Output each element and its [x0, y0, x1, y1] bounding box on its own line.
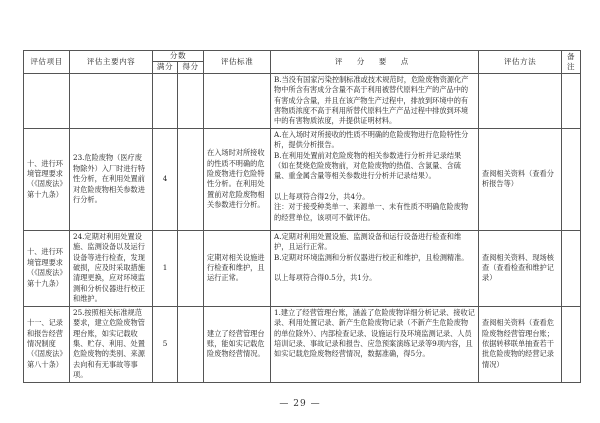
point-spacer: [274, 182, 475, 192]
cell-full-score: 4: [153, 128, 178, 230]
cell-points: [271, 306, 479, 382]
header-obtained-score: 得分: [178, 62, 204, 73]
header-item: 评估项目: [24, 51, 70, 74]
cell-item: [24, 73, 70, 128]
cell-item: 十一、记录和报告经营情况制度（《固废法》第八十条）: [24, 306, 70, 382]
cell-content: 24.定期对利用处置设施、监测设备以及运行设备等进行检查，发现破损，应及时采取措施清理更换，应对环境监测和分析仪器进行校正和维护。: [70, 230, 153, 306]
header-score-group: 分数: [153, 51, 204, 62]
table-row: [24, 306, 581, 382]
header-remark: 备注: [562, 51, 581, 74]
point-b: B.定期对环境监测和分析仪器进行校正和维护，且检测精准。: [274, 252, 469, 262]
point-a: A.定期对利用处置设施、监测设备和运行设备进行检查和维护，且运行正常。: [274, 231, 462, 252]
header-row: [24, 51, 581, 62]
header-method: 评估方法: [479, 51, 562, 74]
table-row: [24, 128, 581, 230]
cell-full-score: 5: [153, 306, 178, 382]
cell-method: 查阅相关资料、现场核查（查看检查和维护记录）: [479, 230, 562, 306]
assessment-table: [23, 50, 581, 383]
page-number: — 29 —: [279, 399, 321, 409]
cell-content: 25.按照相关标准规范要求，建立危险废物管理台账，如实记载收集、贮存、利用、处置危险废物的类别、来源去向和有无事故等事项。: [70, 306, 153, 382]
point-a: A.在入场时对所接收的性质不明确的危险废物进行危险特性分析，提供分析报告。: [274, 129, 469, 150]
cell-item: 十、进行环境管理要求（《固废法》第十九条）: [24, 230, 70, 306]
point-text: 1.建立了经营管理台账，涵盖了危险废物详细分析记录、接收记录、利用处置记录、新产生危险废物记录（不新产生危险废物的单位除外）、内部检查记录、设施运行及环境监测记录、人员培训记录、事故记录和报告、应急预案演练记录等9项内容，且如实记载危险废物经营情况，数据准确，得5分。: [274, 307, 475, 359]
cell-content: 23.危险废物（医疗废物除外）入厂时进行特性分析，在利用处置前对危险废物相关参数进行分析。: [70, 128, 153, 230]
point-note: 注：对于接受种类单一、来源单一、未有性质不明确危险废物的经营单位，该项可不做评估。: [274, 202, 469, 222]
header-points: 评 分 要 点: [271, 51, 479, 74]
cell-remark: [562, 230, 581, 306]
cell-standard: 定期对相关设施进行检查和维护，且运行正常。: [204, 230, 271, 306]
cell-full-score: [153, 73, 178, 128]
cell-content: [70, 73, 153, 128]
point-b: B.在利用处置前对危险废物的相关参数进行分析并记录结果（如在焚烧危险废物前，对危险废物的热值、含氯量、含硫量、重金属含量等相关参数进行分析并记录结果）。: [274, 150, 462, 181]
cell-obtained-score[interactable]: [178, 73, 204, 128]
cell-item: 十、进行环境管理要求（《固废法》第十九条）: [24, 128, 70, 230]
cell-method: 查阅相关资料（查看危险废物经营管理台账；依据转移联单抽查若干批危险废物的经营记录情况）: [479, 306, 562, 382]
cell-standard: [204, 73, 271, 128]
header-standard: 评估标准: [204, 51, 271, 74]
cell-remark: [562, 306, 581, 382]
point-spacer: [274, 263, 475, 273]
cell-points: [271, 230, 479, 306]
point-text: B.当没有国家污染控制标准或技术规范时，危险废物资源化产物中所含有害成分含量不高于利用被替代原料生产的产品中的有害成分含量，并且在该产物生产过程中，排放到环境中的有害物质浓度不高于利用所替代原料生产产品过程中排放到环境中的有害物质浓度，并提供证明材料。: [274, 74, 469, 126]
cell-obtained-score[interactable]: [178, 128, 204, 230]
cell-obtained-score[interactable]: [178, 230, 204, 306]
point-scoring-rule: 以上每项符合得0.5分，共1分。: [274, 273, 377, 283]
table-row: [24, 230, 581, 306]
cell-obtained-score[interactable]: [178, 306, 204, 382]
cell-standard: 在入场时对所接收的性质不明确的危险废物进行危险特性分析。在利用处置前对危险废物相关参数进行分析。: [204, 128, 271, 230]
cell-standard: 建立了经营管理台账，能如实记载危险废物经营情况。: [204, 306, 271, 382]
cell-method: [479, 73, 562, 128]
cell-remark: [562, 73, 581, 128]
table-row: [24, 73, 581, 128]
header-full-score: 满分: [153, 62, 178, 73]
header-content: 评估主要内容: [70, 51, 153, 74]
cell-remark: [562, 128, 581, 230]
cell-points: [271, 128, 479, 230]
cell-method: 查阅相关资料（查看分析报告等）: [479, 128, 562, 230]
cell-full-score: 1: [153, 230, 178, 306]
point-scoring-rule: 以上每项符合得2分，共4分。: [274, 191, 370, 201]
cell-points: [271, 73, 479, 128]
